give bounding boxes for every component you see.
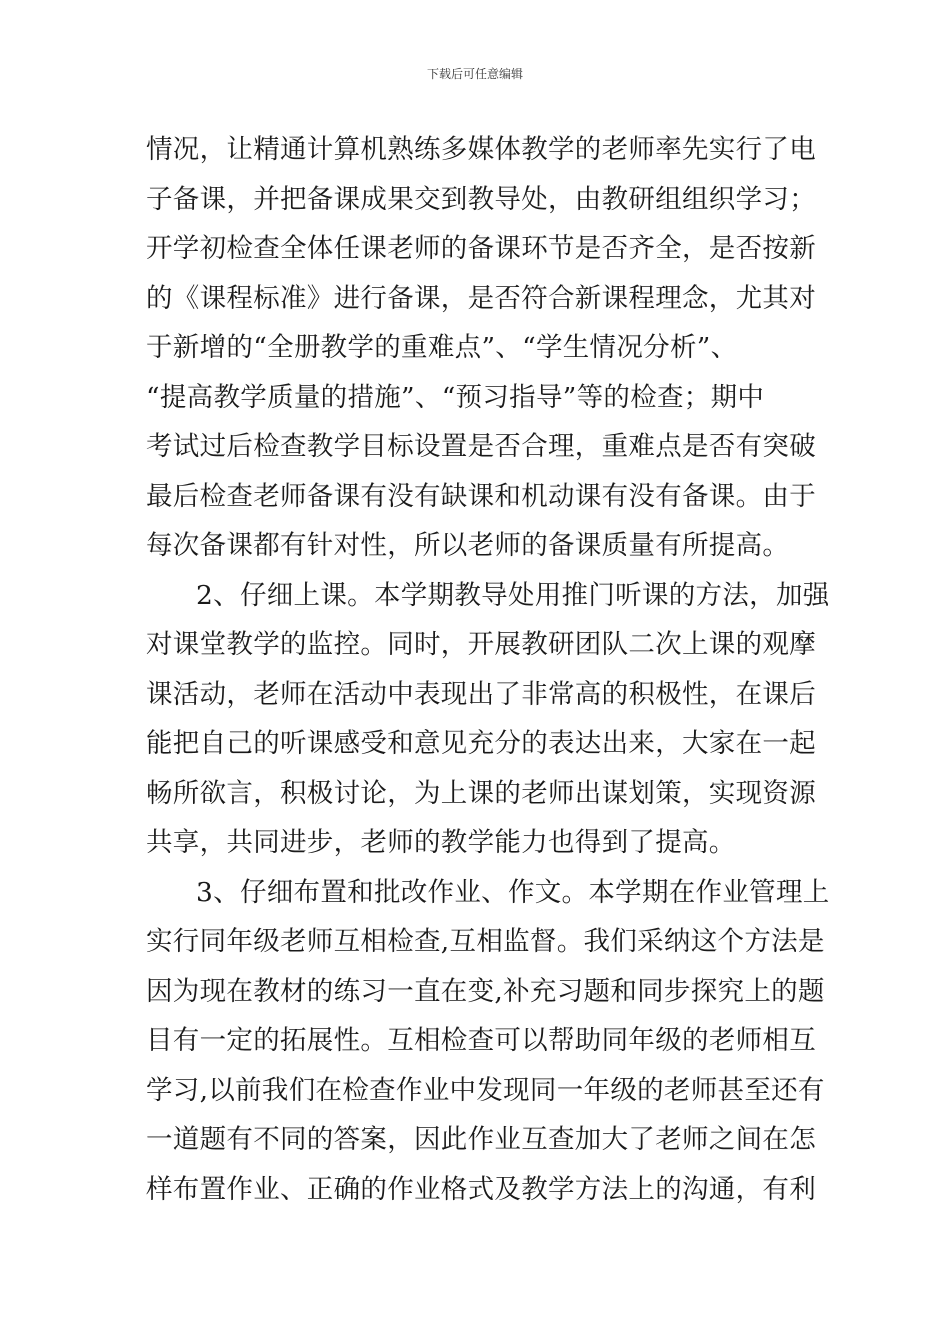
text-line: 共享，共同进步，老师的教学能力也得到了提高。 bbox=[146, 827, 736, 858]
text-line: 学习,以前我们在检查作业中发现同一年级的老师甚至还有 bbox=[146, 1074, 825, 1106]
text-line: 每次备课都有针对性，所以老师的备课质量有所提高。 bbox=[146, 530, 790, 561]
text-line: 考试过后检查教学目标设置是否合理，重难点是否有突破 bbox=[146, 431, 816, 462]
text-line: 于新增的“全册教学的重难点”、“学生情况分析”、 bbox=[146, 332, 738, 363]
text-line: “提高教学质量的措施”、“预习指导”等的检查；期中 bbox=[146, 381, 765, 413]
text-line: 目有一定的拓展性。互相检查可以帮助同年级的老师相互 bbox=[146, 1025, 816, 1056]
text-line: 情况，让精通计算机熟练多媒体教学的老师率先实行了电 bbox=[146, 134, 816, 165]
paragraph-start-line: 2、仔细上课。本学期教导处用推门听课的方法，加强 bbox=[196, 579, 830, 611]
text-line: 课活动，老师在活动中表现出了非常高的积极性，在课后 bbox=[146, 678, 816, 710]
document-body bbox=[146, 125, 830, 1214]
page-header: 下载后可任意编辑 bbox=[426, 67, 523, 81]
text-line: 实行同年级老师互相检查,互相监督。我们采纳这个方法是 bbox=[146, 926, 825, 957]
text-line: 的《课程标准》进行备课，是否符合新课程理念，尤其对 bbox=[146, 282, 816, 314]
text-line: 最后检查老师备课有没有缺课和机动课有没有备课。由于 bbox=[146, 480, 816, 512]
text-line: 一道题有不同的答案，因此作业互查加大了老师之间在怎 bbox=[146, 1124, 816, 1155]
text-line: 开学初检查全体任课老师的备课环节是否齐全，是否按新 bbox=[146, 233, 816, 264]
text-line: 畅所欲言，积极讨论，为上课的老师出谋划策，实现资源 bbox=[146, 777, 816, 809]
text-line: 子备课，并把备课成果交到教导处，由教研组组织学习； bbox=[146, 183, 816, 215]
text-line: 对课堂教学的监控。同时，开展教研团队二次上课的观摩 bbox=[146, 629, 816, 660]
text-line: 能把自己的听课感受和意见充分的表达出来，大家在一起 bbox=[146, 728, 816, 759]
text-line: 样布置作业、正确的作业格式及教学方法上的沟通，有利 bbox=[146, 1173, 816, 1205]
paragraph-start-line: 3、仔细布置和批改作业、作文。本学期在作业管理上 bbox=[196, 876, 830, 908]
text-line: 因为现在教材的练习一直在变,补充习题和同步探究上的题 bbox=[146, 975, 825, 1007]
